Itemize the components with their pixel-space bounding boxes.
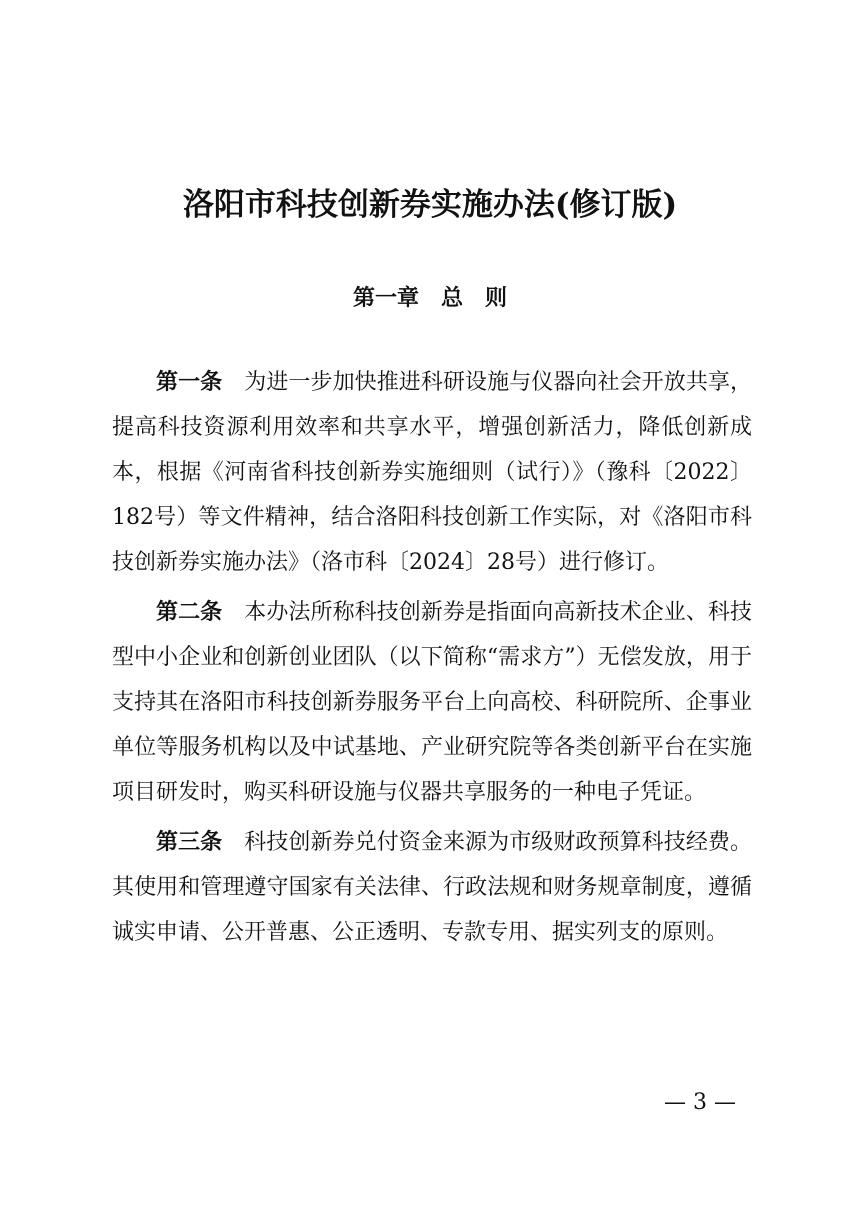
article-2-title: 第二条: [156, 599, 223, 625]
document-title: 洛阳市科技创新券实施办法(修订版): [182, 187, 678, 223]
article-3: [112, 820, 752, 955]
article-3-title: 第三条: [156, 829, 223, 855]
article-1-title: 第一条: [156, 369, 223, 395]
article-1-text: 为进一步加快推进科研设施与仪器向社会开放共享，提高科技资源利用效率和共享水平，增强创新活力，降低创新成本，根据《河南省科技创新券实施细则（试行）》（豫科〔2022〕182号）等文件精神，结合洛阳科技创新工作实际，对《洛阳市科技创新券实施办法》（洛市科〔2024〕28号）进行修订。: [112, 370, 752, 575]
page-number: — 3 —: [664, 1090, 736, 1115]
article-2-text: 本办法所称科技创新券是指面向高新技术企业、科技型中小企业和创新创业团队（以下简称“需求方”）无偿发放，用于支持其在洛阳市科技创新券服务平台上向高校、科研院所、企事业单位等服务机构以及中试基地、产业研究院等各类创新平台在实施项目研发时，购买科研设施与仪器共享服务的一种电子凭证。: [112, 600, 752, 805]
article-3-text: 科技创新券兑付资金来源为市级财政预算科技经费。其使用和管理遵守国家有关法律、行政法规和财务规章制度，遵循诚实申请、公开普惠、公正透明、专款专用、据实列支的原则。: [112, 830, 752, 945]
article-list: [112, 360, 752, 960]
article-1: [112, 360, 752, 585]
article-2: [112, 590, 752, 815]
chapter-heading: 第一章 总 则: [352, 285, 507, 311]
